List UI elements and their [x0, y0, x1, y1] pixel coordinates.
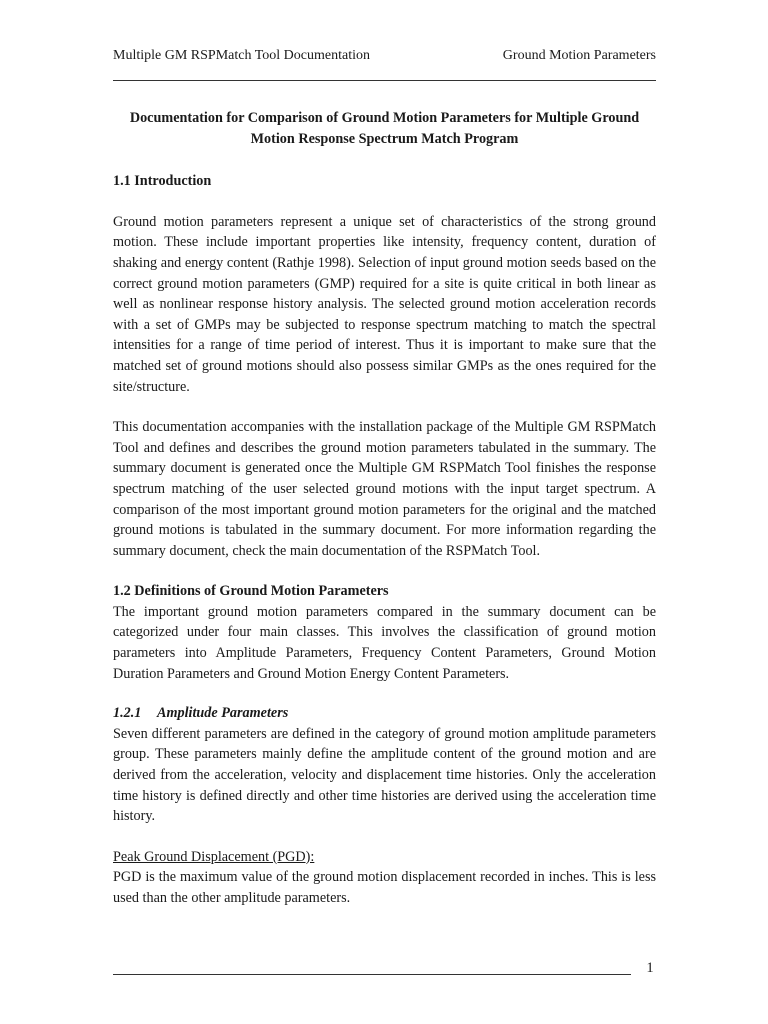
header-left-title: Multiple GM RSPMatch Tool Documentation: [113, 48, 370, 63]
paragraph-amplitude-1: Seven different parameters are defined in the category of ground motion amplitude parameters group. These parameters mainly define the amplitude content of the ground motion and are derived from the acceleration, velocity and displacement time histories. Only the acceleration time history is defined directly and other time histories are derived using the acceleration time history.: [113, 725, 656, 825]
paragraph-intro-1: Ground motion parameters represent a unique set of characteristics of the strong ground motion. These include important properties like intensity, frequency content, duration of shaking and energy content (Rathje 1998). Selection of input ground motion seeds based on the correct ground motion parameters (GMP) required for a site is quite critical in both linear as well as nonlinear response history analysis. The selected ground motion acceleration records with a set of GMPs may be subjected to response spectrum matching to match the spectral intensities for a range of time period of interest. Thus it is important to make sure that the matched set of ground motions should also possess similar GMPs as the ones required for the site/structure.: [113, 213, 656, 395]
subsection-heading-amplitude: [113, 703, 656, 724]
running-header: [113, 44, 656, 68]
paragraph-definitions-1: The important ground motion parameters compared in the summary document can be categorized under four main classes. This involves the classification of ground motion parameters into Amplitude Parameters, Frequency Content Parameters, Ground Motion Duration Parameters and Ground Motion Energy Content Parameters.: [113, 603, 656, 682]
section-heading-definitions: 1.2 Definitions of Ground Motion Parameters: [113, 583, 389, 600]
paragraph-pgd-1: PGD is the maximum value of the ground motion displacement recorded in inches. This is less used than the other amplitude parameters.: [113, 869, 656, 906]
subsection-number: 1.2.1: [113, 705, 142, 722]
document-body: [113, 108, 656, 909]
paragraph-intro-2: This documentation accompanies with the installation package of the Multiple GM RSPMatch Tool and defines and describes the ground motion parameters tabulated in the summary. The summary document is generated once the Multiple GM RSPMatch Tool finishes the response spectrum matching of the user selected ground motions with the input target spectrum. A comparison of the most important ground motion parameters for the original and the matched ground motions is tabulated in the summary document. For more information regarding the summary document, check the main documentation of the RSPMatch Tool.: [113, 419, 656, 559]
section-heading-introduction: 1.1 Introduction: [113, 173, 212, 190]
header-right-title: Ground Motion Parameters: [502, 48, 656, 63]
header-divider: [113, 80, 656, 81]
term-heading-pgd: Peak Ground Displacement (PGD):: [113, 848, 315, 865]
footer-divider: [113, 974, 631, 975]
document-title: Documentation for Comparison of Ground Motion Parameters for Multiple Ground Motion Response Spectrum Match Program: [129, 110, 640, 147]
subsection-title: Amplitude Parameters: [157, 705, 289, 722]
page-number: 1: [646, 960, 654, 976]
